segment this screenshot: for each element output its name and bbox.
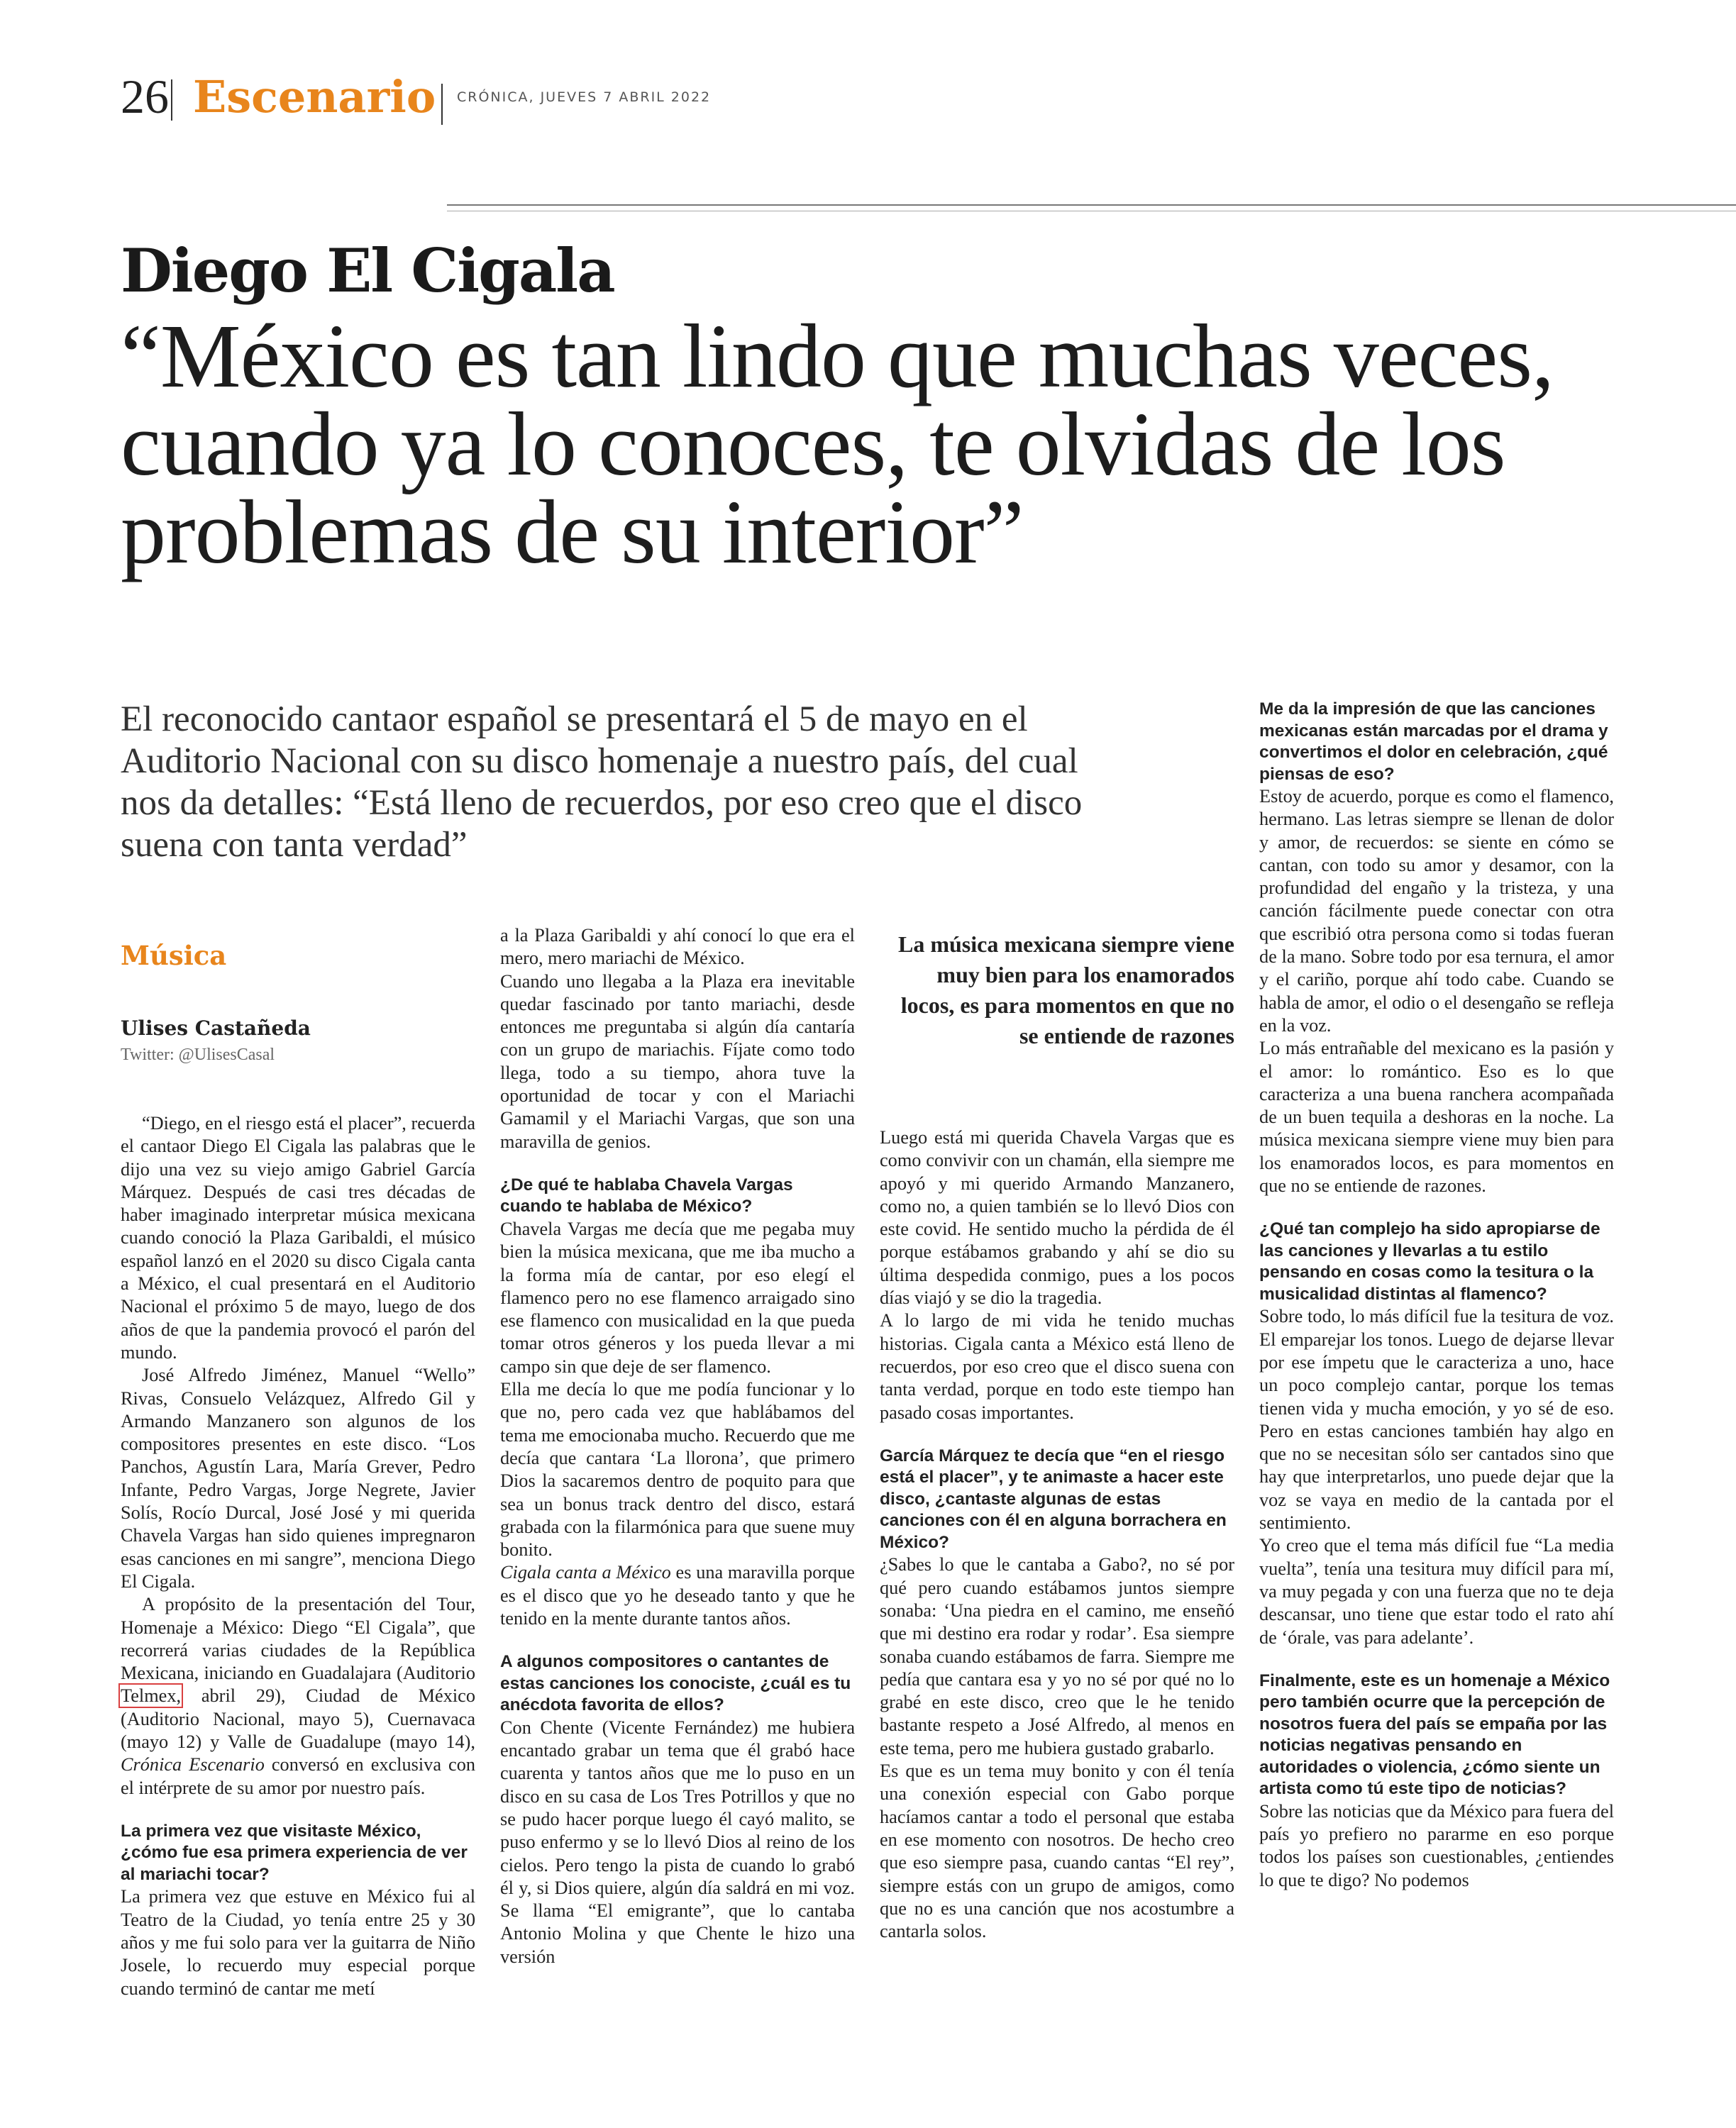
body-text: conversó en exclusiva con el intérprete de su amor por nuestro país. xyxy=(121,1754,475,1798)
body-text: abril 29), Ciudad de México (Auditorio Nacional, mayo 5), Cuernavaca (mayo 12) y Valle de Guadalupe (mayo 14), xyxy=(121,1685,475,1753)
interview-question: ¿De qué te hablaba Chavela Vargas cuando te hablaba de México? xyxy=(500,1175,793,1217)
highlighted-word: Telmex, xyxy=(121,1685,182,1707)
body-paragraph: “Diego, en el riesgo está el placer”, recuerda el cantaor Diego El Cigala las palabras que le dijo una vez su viejo amigo Gabriel García Márquez. Después de casi tres décadas de haber imaginado interpretar música mexicana cuando conoció la Plaza Garibaldi, el músico español lanzó en el 2020 su disco Cigala canta a México, el cual presentará en el Auditorio Nacional el próximo 5 de mayo, luego de dos años de que la pandemia provocó el parón del mundo. xyxy=(121,1113,475,1363)
page-number: 26 xyxy=(121,70,169,123)
interview-answer: A lo largo de mi vida he tenido muchas historias. Cigala canta a México está lleno de recuerdos, por eso creo que el disco suena con tanta verdad, porque en todo este tiempo han pasado cosas importantes. xyxy=(880,1310,1234,1423)
interview-question: La primera vez que visitaste México, ¿cómo fue esa primera experiencia de ver al mariachi tocar? xyxy=(121,1821,468,1884)
interview-question: Me da la impresión de que las canciones mexicanas están marcadas por el drama y convertimos el dolor en celebración, ¿qué piensas de eso? xyxy=(1259,699,1608,784)
interview-question: ¿Qué tan complejo ha sido apropiarse de las canciones y llevarlas a tu estilo pensando en cosas como la tesitura o la musicalidad distintas al flamenco? xyxy=(1259,1219,1600,1304)
interview-answer: Chavela Vargas me decía que me pegaba muy bien la música mexicana, que me iba mucho a la forma mía de cantar, por eso elegí el flamenco pero no ese flamenco arraigado sino ese flamenco con musicalidad en la que pueda tomar otros géneros y los pueda llevar a mi campo sin que deje de ser flamenco. xyxy=(500,1218,855,1377)
interview-answer: Con Chente (Vicente Fernández) me hubiera encantado grabar un tema que él grabó hace cuarenta y tantos años que me lo puso en un disco en su casa de Los Tres Potrillos y que no se pudo hacer porque luego él cayó malito, se puso enfermo y se lo llevó Dios al reino de los cielos. Pero tengo la pista de cuando lo grabó él y, si Dios quiere, algún día saldrá en mi voz. Se llama “El emigrante”, que lo cantaba Antonio Molina y que Chente le hizo una versión xyxy=(500,1717,855,1967)
interview-answer: Sobre las noticias que da México para fuera del país yo prefiero no pararme en eso porque todos los países son cuestionables, ¿entiendes lo que te digo? No podemos xyxy=(1259,1800,1614,1890)
article-column-1 xyxy=(121,1112,475,2000)
publication-name: Crónica Escenario xyxy=(121,1754,265,1775)
section-name: Escenario xyxy=(193,71,436,123)
interview-answer: Sobre todo, lo más difícil fue la tesitura de voz. El emparejar los tonos. Luego de dejarse llevar por ese ímpetu que le caracteriza a uno, hace un poco complejo cantar, porque los temas tienen vida y mucha emoción, y yo sé de eso. Pero en estas canciones también hay algo en que no se necesitan sólo ser cantados sino que hay que interpretarlos, uno puede dejar que la voz se vaya en medio de la cantada por el sentimiento. xyxy=(1259,1306,1614,1534)
header-rule xyxy=(447,204,1736,206)
body-text: es una maravilla porque es el disco que yo he deseado tanto y que he tenido en la mente durante tantos años. xyxy=(500,1562,855,1629)
interview-answer: a la Plaza Garibaldi y ahí conocí lo que era el mero, mero mariachi de México. xyxy=(500,925,855,969)
album-title: Cigala canta a México xyxy=(500,1562,671,1583)
interview-answer: ¿Sabes lo que le cantaba a Gabo?, no sé por qué pero cuando estábamos juntos siempre sonaba: ‘Una piedra en el camino, me enseñó que mi destino era rodar y rodar’. Esa siempre sonaba cuando estábamos de farra. Siempre me pedía que cantara esa y yo no sé por qué no lo grabé en este disco, creo que le he tenido bastante respeto a José Alfredo, al menos en este tema, pero me hubiera gustado grabarlo. xyxy=(880,1554,1234,1758)
dateline: CRÓNICA, JUEVES 7 ABRIL 2022 xyxy=(457,89,712,105)
article-column-3 xyxy=(880,1126,1234,1943)
interview-question: Finalmente, este es un homenaje a México pero también ocurre que la percepción de nosotros fuera del país se empaña por las noticias negativas pensando en autoridades o violencia, ¿cómo siente un artista como tú este tipo de noticias? xyxy=(1259,1670,1610,1799)
interview-question: A algunos compositores o cantantes de estas canciones los conociste, ¿cuál es tu anécdota favorita de ellos? xyxy=(500,1652,851,1715)
interview-answer: Ella me decía lo que me podía funcionar y lo que no, pero cada vez que hablábamos del tema me emocionaba mucho. Recuerdo que me decía que cantara ‘La llorona’, que primero Dios la sacaremos dentro de poquito para que sea un bonus track dentro del disco, estará grabada con la filarmónica para que suene muy bonito. xyxy=(500,1379,855,1561)
article-deck: El reconocido cantaor español se presentará el 5 de mayo en el Auditorio Nacional con su disco homenaje a nuestro país, del cual nos da detalles: “Está lleno de recuerdos, por eso creo que el disco suena con tanta verdad” xyxy=(121,699,1083,865)
interview-question: García Márquez te decía que “en el riesgo está el placer”, y te animaste a hacer este disco, ¿cantaste algunas de estas canciones con él en alguna borrachera en México? xyxy=(880,1446,1227,1552)
interview-answer: Es que es un tema muy bonito y con él tenía una conexión especial con Gabo porque hacíamos cantar a todo el personal que estaba en ese momento con nosotros. De hecho creo que eso siempre pasa, cuando cantas “El rey”, siempre estás con un grupo de amigos, como que no es una canción que nos acostumbre a cantarla solos. xyxy=(880,1761,1234,1942)
interview-answer: Lo más entrañable del mexicano es la pasión y el amor: lo romántico. Eso es lo que caracteriza a una buena ranchera acompañada de un buen tequila a deshoras en la noche. La música mexicana siempre viene muy bien para los enamorados locos, es para momentos en que no se entiende de razones. xyxy=(1259,1038,1614,1197)
article-column-4 xyxy=(1259,699,1614,1892)
author-twitter: Twitter: @UlisesCasal xyxy=(121,1046,275,1064)
interview-answer: Cuando uno llegaba a la Plaza era inevitable quedar fascinado por tanto mariachi, desde entonces me preguntaba si algún día cantaría con un grupo de mariachis. Fíjate como todo llega, todo a su tiempo, ahora tuve la oportunidad de tocar y con el Mariachi Gamamil y el Mariachi Vargas, que son una maravilla de genios. xyxy=(500,970,855,1152)
article-headline: “México es tan lindo que muchas veces, cuando ya lo conoces, te olvidas de los problemas de su interior” xyxy=(121,306,1554,582)
body-paragraph: José Alfredo Jiménez, Manuel “Wello” Rivas, Consuelo Velázquez, Alfredo Gil y Armando Manzanero son algunos de los compositores presentes en este disco. “Los Panchos, Agustín Lara, María Grever, Pedro Infante, Pedro Vargas, Jorge Negrete, Javier Solís, Rocío Durcal, José José y mi querida Chavela Vargas han sido quienes impregnaron esas canciones en mi sangre”, menciona Diego El Cigala. xyxy=(121,1365,475,1592)
article-category: Música xyxy=(121,940,227,971)
article-column-2 xyxy=(500,924,855,1968)
interview-answer xyxy=(500,1561,855,1630)
header-divider xyxy=(171,79,172,121)
body-paragraph xyxy=(121,1593,475,1800)
author-name: Ulises Castañeda xyxy=(121,1016,311,1040)
header-divider xyxy=(441,84,443,125)
interview-answer: Yo creo que el tema más difícil fue “La media vuelta”, tenía una tesitura muy difícil para mí, va muy pegada y con una fuerza que no te deja descansar, uno tiene que estar todo el rato ahí de ‘órale, vas para adelante’. xyxy=(1259,1535,1614,1648)
interview-answer: Estoy de acuerdo, porque es como el flamenco, hermano. Las letras siempre se llenan de dolor y amor, de recuerdos: se siente en cómo se cantan, con todo su amor y desamor, con la profundidad del engaño y la tristeza, y una canción fácilmente puede conectar con otra que escribió otra persona como si todas fueran de la mano. Sobre todo por esa ternura, el amor y el cariño, porque ahí todo cabe. Cuando se habla de amor, el odio o el desengaño se refleja en la voz. xyxy=(1259,786,1614,1036)
interview-answer: Luego está mi querida Chavela Vargas que es como convivir con un chamán, ella siempre me apoyó y mi querido Armando Manzanero, como no, a quien también se lo llevó Dios con este covid. He sentido mucho la pérdida de él porque estábamos grabando y ahí se dio su última despedida conmigo, pues a los pocos días viajó y se dio la tragedia. xyxy=(880,1127,1234,1309)
article-kicker: Diego El Cigala xyxy=(121,235,614,306)
pull-quote: La música mexicana siempre viene muy bien para los enamorados locos, es para momentos en que no se entiende de razones xyxy=(897,931,1234,1048)
body-text: A propósito de la presentación del Tour, Homenaje a México: Diego “El Cigala”, que recorrerá varias ciudades de la República Mexicana, iniciando en Guadalajara (Auditorio xyxy=(121,1594,475,1684)
interview-answer: La primera vez que estuve en México fui al Teatro de la Ciudad, yo tenía entre 25 y 30 años y me fui solo para ver la guitarra de Niño Josele, lo recuerdo muy especial porque cuando terminó de cantar me metí xyxy=(121,1886,475,1999)
